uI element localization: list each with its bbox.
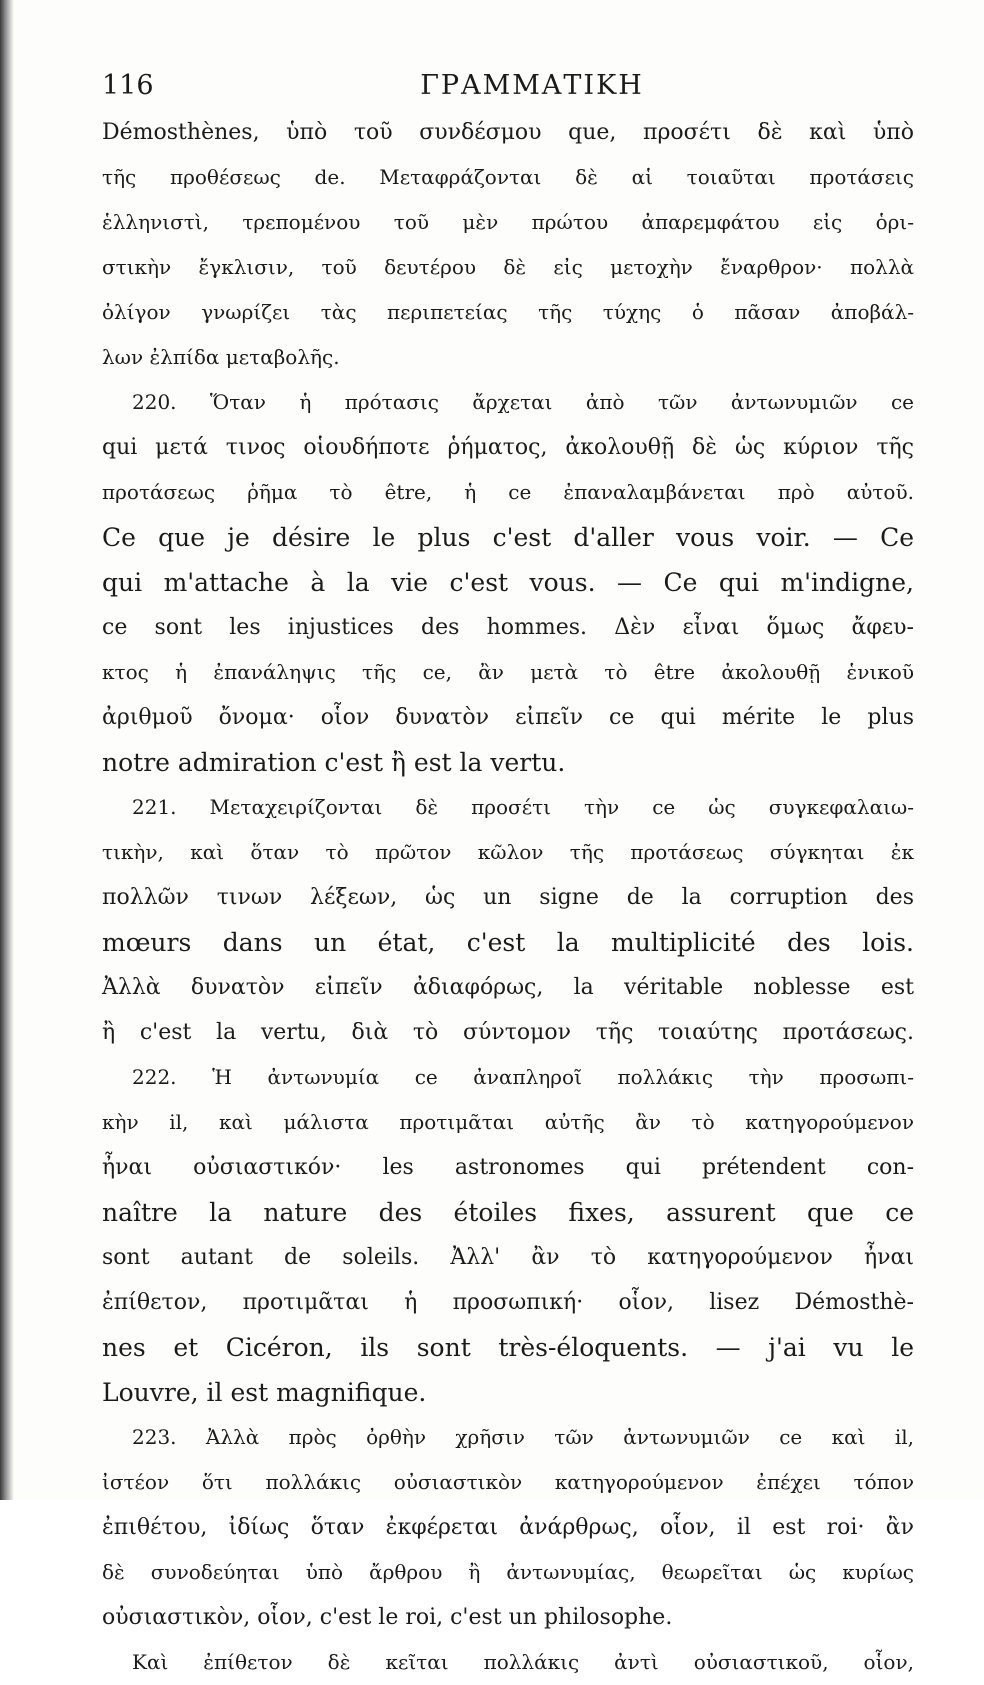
page-header (102, 64, 922, 108)
text-line: ἢ c'est la vertu, διὰ τὸ σύντομον τῆς τοιαύτης προτάσεως. (102, 1020, 914, 1045)
text-line: ἀριθμοῦ ὄνομα· οἷον δυνατὸν εἰπεῖν ce qui mérite le plus (102, 705, 914, 730)
body-text (102, 110, 914, 1685)
text-line: ἐπιθέτου, ἰδίως ὅταν ἐκφέρεται ἀνάρθρως, οἷον, il est roi· ἂν (102, 1515, 914, 1540)
text-line: qui m'attache à la vie c'est vous. — Ce qui m'indigne, (102, 568, 914, 597)
text-line: προτάσεως ῥῆμα τὸ être, ἡ ce ἐπαναλαμβάνεται πρὸ αὐτοῦ. (102, 480, 914, 504)
text-line: τῆς προθέσεως de. Μεταφράζονται δὲ αἱ τοιαῦται προτάσεις (102, 165, 914, 189)
text-line: qui μετά τινος οἱουδήποτε ῥήματος, ἀκολουθῇ δὲ ὡς κύριον τῆς (102, 435, 914, 460)
text-line: λων ἐλπίδα μεταβολῆς. (102, 345, 340, 369)
text-line: ἐπίθετον, προτιμᾶται ἡ προσωπική· οἷον, lisez Démosthè- (102, 1290, 914, 1315)
text-line: δὲ συνοδεύηται ὑπὸ ἄρθρου ἢ ἀντωνυμίας, θεωρεῖται ὡς κυρίως (102, 1560, 914, 1584)
text-line: κὴν il, καὶ μάλιστα προτιμᾶται αὐτῆς ἂν τὸ κατηγορούμενον (102, 1110, 914, 1134)
text-line: notre admiration c'est ἢ est la vertu. (102, 748, 566, 777)
text-line: naître la nature des étoiles fixes, assurent que ce (102, 1198, 914, 1227)
text-line: nes et Cicéron, ils sont très-éloquents. — j'ai vu le (102, 1333, 914, 1362)
text-line: ἦναι οὐσιαστικόν· les astronomes qui prétendent con- (102, 1155, 914, 1180)
text-line: πολλῶν τινων λέξεων, ὡς un signe de la corruption des (102, 885, 914, 910)
text-line: mœurs dans un état, c'est la multiplicité des lois. (102, 928, 914, 957)
text-line: Démosthènes, ὑπὸ τοῦ συνδέσμου que, προσέτι δὲ καὶ ὑπὸ (102, 120, 914, 145)
text-line: τικὴν, καὶ ὅταν τὸ πρῶτον κῶλον τῆς προτάσεως σύγκηται ἐκ (102, 840, 914, 864)
text-line: Ἀλλὰ δυνατὸν εἰπεῖν ἀδιαφόρως, la véritable noblesse est (102, 975, 914, 1000)
paragraph-221-start: 221. Μεταχειρίζονται δὲ προσέτι τὴν ce ὡς συγκεφαλαιω- (132, 795, 914, 819)
paragraph-223-start: 223. Ἀλλὰ πρὸς ὀρθὴν χρῆσιν τῶν ἀντωνυμιῶν ce καὶ il, (132, 1425, 914, 1449)
text-line: Louvre, il est magnifique. (102, 1378, 427, 1407)
page-number: 116 (102, 70, 154, 101)
text-line: ce sont les injustices des hommes. Δὲν εἶναι ὅμως ἄφευ- (102, 615, 914, 640)
text-line: ἰστέον ὅτι πολλάκις οὐσιαστικὸν κατηγορούμενον ἐπέχει τόπον (102, 1470, 914, 1494)
running-title: ΓΡΑΜΜΑΤΙΚΗ (420, 70, 644, 101)
text-line: Καὶ ἐπίθετον δὲ κεῖται πολλάκις ἀντὶ οὐσιαστικοῦ, οἷον, (132, 1650, 914, 1674)
paragraph-220-start: 220. Ὅταν ἡ πρότασις ἄρχεται ἀπὸ τῶν ἀντωνυμιῶν ce (132, 390, 914, 414)
text-line: sont autant de soleils. Ἀλλ' ἂν τὸ κατηγορούμενον ἦναι (102, 1245, 914, 1270)
paragraph-222-start: 222. Ἡ ἀντωνυμία ce ἀναπληροῖ πολλάκις τὴν προσωπι- (132, 1065, 914, 1089)
text-line: στικὴν ἔγκλισιν, τοῦ δευτέρου δὲ εἰς μετοχὴν ἔναρθρον· πολλὰ (102, 255, 914, 279)
text-line: κτος ἡ ἐπανάληψις τῆς ce, ἂν μετὰ τὸ être ἀκολουθῇ ἑνικοῦ (102, 660, 914, 684)
text-line: Ce que je désire le plus c'est d'aller vous voir. — Ce (102, 523, 914, 552)
text-line: οὐσιαστικὸν, οἷον, c'est le roi, c'est un philosophe. (102, 1605, 673, 1630)
page-gutter-shadow (0, 0, 14, 1500)
text-line: ὀλίγον γνωρίζει τὰς περιπετείας τῆς τύχης ὁ πᾶσαν ἀποβάλ- (102, 300, 914, 324)
text-line: ἑλληνιστὶ, τρεπομένου τοῦ μὲν πρώτου ἀπαρεμφάτου εἰς ὁρι- (102, 210, 914, 234)
